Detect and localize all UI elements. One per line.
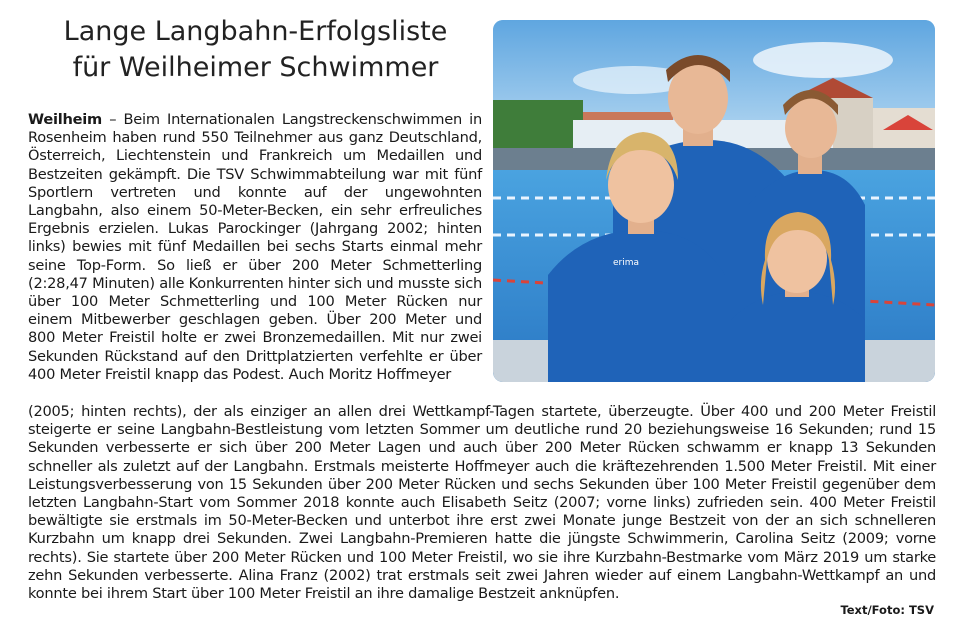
team-photo [493,20,935,382]
body-text-column: Beim Internationalen Langstreckenschwimmen in Rosenheim haben rund 550 Teilnehmer aus ganz Deutschland, Österreich, Liechtenstein und Frankreich um Medaillen und Bestzeiten gekämpft. Die TSV Schwimmabteilung war mit fünf Sportlern vertreten und konnte auf der ungewohnten Langbahn, also einem 50-Meter-Becken, ein sehr erfreuliches Ergebnis erzielen. Lukas Parockinger (Jahrgang 2002; hinten links) bewies mit fünf Medaillen bei sechs Starts einmal mehr seine Top-Form. So ließ er über 200 Meter Schmetterling (2:28,47 Minuten) alle Konkurrenten hinter sich und musste sich über 100 Meter Schmetterling und 100 Meter Rücken nur einem Mitbewerber geschlagen geben. Über 200 Meter und 800 Meter Freistil holte er zwei Bronzemedaillen. Mit nur zwei Sekunden Rückstand auf den Drittplatzierten verfehlte er über 400 Meter Freistil knapp das Podest. Auch Moritz Hoffmeyer [28,111,482,383]
photo-credit: Text/Foto: TSV [840,603,934,617]
article-body-wide: (2005; hinten rechts), der als einziger an allen drei Wettkampf-Tagen startete, überzeugte. Über 400 und 200 Meter Freistil steigerte er seine Langbahn-Bestleistung vom letzten Sommer um deutliche rund 20 beziehungsweise 16 Sekunden; rund 15 Sekunden verbesserte er sich über 200 Meter Lagen und auch über 200 Meter Rücken schwamm er knapp 13 Sekunden schneller als zuletzt auf der Langbahn. Erstmals meisterte Hoffmeyer auch die kräftezehrenden 1.500 Meter Freistil. Mit einer Leistungsverbesserung von 15 Sekunden über 200 Meter Rücken und sechs Sekunden über 100 Meter Freistil gegenüber dem letzten Langbahn-Start vom Sommer 2018 konnte auch Elisabeth Seitz (2007; vorne links) zufrieden sein. 400 Meter Freistil bewältigte sie erstmals im 50-Meter-Becken und unterbot ihre erst zwei Monate junge Bestzeit von der an sich schnelleren Kurzbahn um knapp drei Sekunden. Zwei Langbahn-Premieren hatte die jüngste Schwimmerin, Carolina Seitz (2009; vorne rechts). Sie startete über 200 Meter Rücken und 100 Meter Freistil, wo sie ihre Kurzbahn-Bestmarke vom März 2019 um starke zehn Sekunden verbesserte. Alina Franz (2002) trat erstmals seit zwei Jahren wieder auf einem Langbahn-Wettkampf an und konnte bei ihrem Start über 100 Meter Freistil an ihre damalige Bestzeit anknüpfen. [28,403,936,603]
article-body-column [28,111,482,384]
dateline-dash: – [101,111,124,128]
cloud [753,42,893,78]
building [873,108,935,153]
headline-line-2: für Weilheimer Schwimmer [72,52,439,83]
photo-illustration [493,20,935,382]
article-headline [28,14,483,86]
dateline: Weilheim [28,111,102,128]
shirt-logo: erima [613,258,640,268]
headline-line-1: Lange Langbahn-Erfolgsliste [63,16,448,47]
